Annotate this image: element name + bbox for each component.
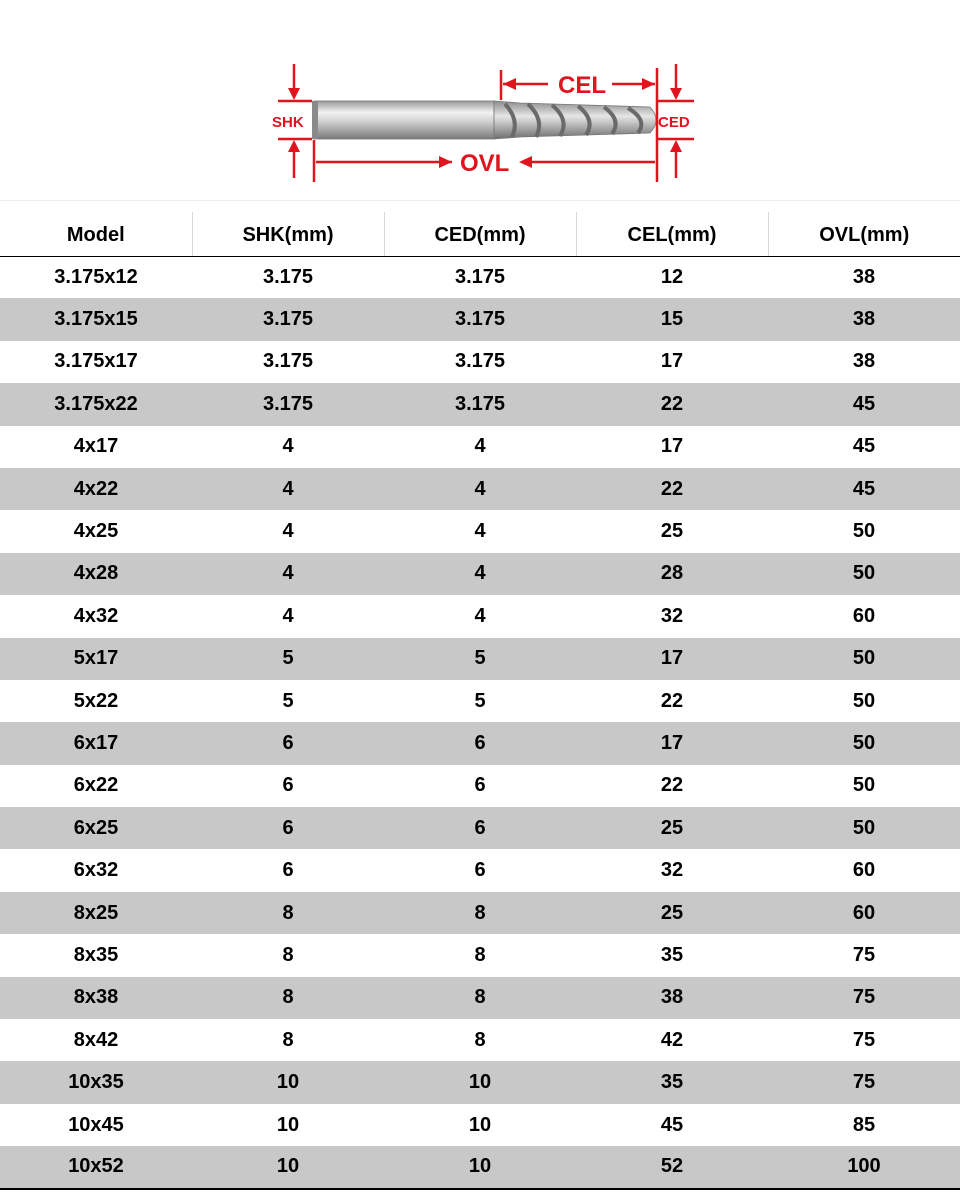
flute-shape bbox=[494, 101, 656, 139]
cell-shk: 6 bbox=[282, 859, 294, 882]
table-row bbox=[0, 849, 960, 891]
cell-ovl: 38 bbox=[852, 350, 876, 373]
cell-cel: 28 bbox=[576, 553, 768, 595]
cell-model: 10x52 bbox=[0, 1146, 192, 1188]
table-row bbox=[0, 341, 960, 383]
cell-ovl: 60 bbox=[768, 892, 960, 934]
cell-cel: 22 bbox=[576, 468, 768, 510]
cell-cel: 15 bbox=[576, 298, 768, 340]
cell-ced: 4 bbox=[474, 604, 486, 627]
cell-cel: 17 bbox=[576, 638, 768, 680]
cell-cel: 42 bbox=[660, 1028, 684, 1051]
cell-ced: 6 bbox=[384, 722, 576, 764]
cell-ced: 8 bbox=[384, 977, 576, 1019]
cell-model: 4x32 bbox=[73, 604, 119, 627]
divider bbox=[0, 200, 960, 201]
cell-ovl: 38 bbox=[768, 298, 960, 340]
cell-cel: 38 bbox=[576, 977, 768, 1019]
table-row bbox=[0, 256, 960, 298]
cell-ced: 6 bbox=[474, 774, 486, 797]
table-row bbox=[0, 553, 960, 595]
cell-ced: 5 bbox=[474, 689, 486, 712]
cell-cel: 22 bbox=[660, 774, 684, 797]
cell-ovl: 45 bbox=[768, 468, 960, 510]
cell-shk: 4 bbox=[192, 468, 384, 510]
cell-ovl: 75 bbox=[852, 1028, 876, 1051]
cell-ced: 3.175 bbox=[384, 298, 576, 340]
table-row bbox=[0, 807, 960, 849]
cell-model: 8x25 bbox=[0, 892, 192, 934]
cell-model: 4x28 bbox=[0, 553, 192, 595]
cell-ced: 8 bbox=[474, 1028, 486, 1051]
cell-model: 8x38 bbox=[0, 977, 192, 1019]
cell-ced: 6 bbox=[384, 807, 576, 849]
header-ced: CED(mm) bbox=[384, 212, 576, 256]
cell-ovl: 75 bbox=[768, 1061, 960, 1103]
cell-shk: 10 bbox=[192, 1061, 384, 1103]
cell-shk: 6 bbox=[192, 722, 384, 764]
cell-shk: 3.175 bbox=[192, 298, 384, 340]
table-body bbox=[0, 256, 960, 1189]
cell-cel: 17 bbox=[660, 350, 684, 373]
cell-ced: 10 bbox=[468, 1113, 492, 1136]
cell-model: 10x45 bbox=[68, 1113, 124, 1136]
cell-ovl: 50 bbox=[852, 520, 876, 543]
shk-label: SHK bbox=[272, 114, 304, 131]
header-row bbox=[0, 212, 960, 256]
cell-model: 4x25 bbox=[73, 520, 119, 543]
cell-cel: 22 bbox=[576, 383, 768, 425]
cell-ovl: 100 bbox=[768, 1146, 960, 1188]
cell-model: 3.175x12 bbox=[54, 265, 138, 288]
table-row bbox=[0, 638, 960, 680]
table-row bbox=[0, 510, 960, 552]
cell-cel: 17 bbox=[660, 435, 684, 458]
header-cel: CEL(mm) bbox=[576, 212, 768, 256]
cell-ovl: 75 bbox=[852, 943, 876, 966]
cell-cel: 25 bbox=[576, 892, 768, 934]
cell-cel: 12 bbox=[660, 265, 684, 288]
cell-shk: 6 bbox=[192, 807, 384, 849]
cell-model: 5x17 bbox=[0, 638, 192, 680]
cell-ovl: 50 bbox=[768, 638, 960, 680]
cell-model: 10x35 bbox=[0, 1061, 192, 1103]
cell-shk: 10 bbox=[276, 1113, 300, 1136]
cell-ovl: 45 bbox=[852, 435, 876, 458]
table-row bbox=[0, 1019, 960, 1061]
spec-table bbox=[0, 212, 960, 1190]
table-row bbox=[0, 298, 960, 340]
cell-ced: 4 bbox=[474, 435, 486, 458]
cell-ced: 10 bbox=[384, 1061, 576, 1103]
table-row bbox=[0, 595, 960, 637]
cell-shk: 8 bbox=[282, 1028, 294, 1051]
cell-model: 6x25 bbox=[0, 807, 192, 849]
cell-ovl: 38 bbox=[852, 265, 876, 288]
cell-shk: 8 bbox=[192, 892, 384, 934]
table-row bbox=[0, 765, 960, 807]
table-row bbox=[0, 426, 960, 468]
cell-shk: 3.175 bbox=[192, 383, 384, 425]
cell-shk: 3.175 bbox=[262, 350, 314, 373]
cell-ovl: 60 bbox=[852, 604, 876, 627]
cell-ced: 4 bbox=[384, 468, 576, 510]
cell-ced: 3.175 bbox=[384, 383, 576, 425]
cell-ced: 5 bbox=[384, 638, 576, 680]
cell-ovl: 50 bbox=[852, 774, 876, 797]
cell-ced: 8 bbox=[474, 943, 486, 966]
cell-model: 6x17 bbox=[0, 722, 192, 764]
cell-cel: 32 bbox=[660, 859, 684, 882]
header-shk: SHK(mm) bbox=[192, 212, 384, 256]
cell-ced: 4 bbox=[474, 520, 486, 543]
cell-ced: 6 bbox=[474, 859, 486, 882]
cell-shk: 4 bbox=[282, 604, 294, 627]
cell-model: 5x22 bbox=[73, 689, 119, 712]
cell-shk: 4 bbox=[282, 520, 294, 543]
cell-shk: 5 bbox=[282, 689, 294, 712]
table-row bbox=[0, 977, 960, 1019]
cell-model: 8x42 bbox=[73, 1028, 119, 1051]
cell-shk: 5 bbox=[192, 638, 384, 680]
cell-model: 8x35 bbox=[73, 943, 119, 966]
cell-ced: 3.175 bbox=[454, 350, 506, 373]
cell-shk: 8 bbox=[192, 977, 384, 1019]
cell-ovl: 45 bbox=[768, 383, 960, 425]
table-header bbox=[0, 212, 960, 256]
ovl-label: OVL bbox=[460, 150, 510, 177]
cell-cel: 45 bbox=[660, 1113, 684, 1136]
ced-label: CED bbox=[658, 114, 690, 131]
cell-ovl: 50 bbox=[768, 722, 960, 764]
cell-ovl: 50 bbox=[768, 553, 960, 595]
bit-dimension-diagram bbox=[0, 0, 960, 200]
cell-cel: 52 bbox=[576, 1146, 768, 1188]
table-row bbox=[0, 468, 960, 510]
cell-model: 3.175x15 bbox=[0, 298, 192, 340]
cell-cel: 35 bbox=[660, 943, 684, 966]
table-row bbox=[0, 1061, 960, 1103]
cell-cel: 17 bbox=[576, 722, 768, 764]
table-row bbox=[0, 934, 960, 976]
shank-shape bbox=[314, 101, 494, 139]
cell-ovl: 75 bbox=[768, 977, 960, 1019]
cell-model: 6x22 bbox=[73, 774, 119, 797]
table-row bbox=[0, 1146, 960, 1188]
header-model: Model bbox=[0, 212, 192, 256]
table-row bbox=[0, 892, 960, 934]
cell-model: 6x32 bbox=[73, 859, 119, 882]
cell-shk: 10 bbox=[192, 1146, 384, 1188]
cell-cel: 25 bbox=[576, 807, 768, 849]
cell-model: 3.175x22 bbox=[0, 383, 192, 425]
cell-ced: 3.175 bbox=[454, 265, 506, 288]
cell-cel: 25 bbox=[660, 520, 684, 543]
end-mill-drawing bbox=[0, 0, 960, 200]
cell-ovl: 50 bbox=[768, 807, 960, 849]
cell-cel: 35 bbox=[576, 1061, 768, 1103]
cell-ovl: 85 bbox=[852, 1113, 876, 1136]
cell-ced: 4 bbox=[384, 553, 576, 595]
cell-model: 3.175x17 bbox=[54, 350, 138, 373]
cell-ovl: 50 bbox=[852, 689, 876, 712]
cell-shk: 6 bbox=[282, 774, 294, 797]
table-row bbox=[0, 680, 960, 722]
cell-model: 4x17 bbox=[73, 435, 119, 458]
cel-label: CEL bbox=[558, 72, 606, 99]
cell-model: 4x22 bbox=[0, 468, 192, 510]
table-row bbox=[0, 383, 960, 425]
cell-shk: 3.175 bbox=[262, 265, 314, 288]
table-row bbox=[0, 1104, 960, 1146]
shank-end bbox=[312, 101, 318, 139]
cell-shk: 8 bbox=[282, 943, 294, 966]
cell-ced: 8 bbox=[384, 892, 576, 934]
cell-cel: 32 bbox=[660, 604, 684, 627]
cell-ovl: 60 bbox=[852, 859, 876, 882]
cell-cel: 22 bbox=[660, 689, 684, 712]
cell-shk: 4 bbox=[192, 553, 384, 595]
header-ovl: OVL(mm) bbox=[768, 212, 960, 256]
table-row bbox=[0, 722, 960, 764]
cell-ced: 10 bbox=[384, 1146, 576, 1188]
cell-shk: 4 bbox=[282, 435, 294, 458]
